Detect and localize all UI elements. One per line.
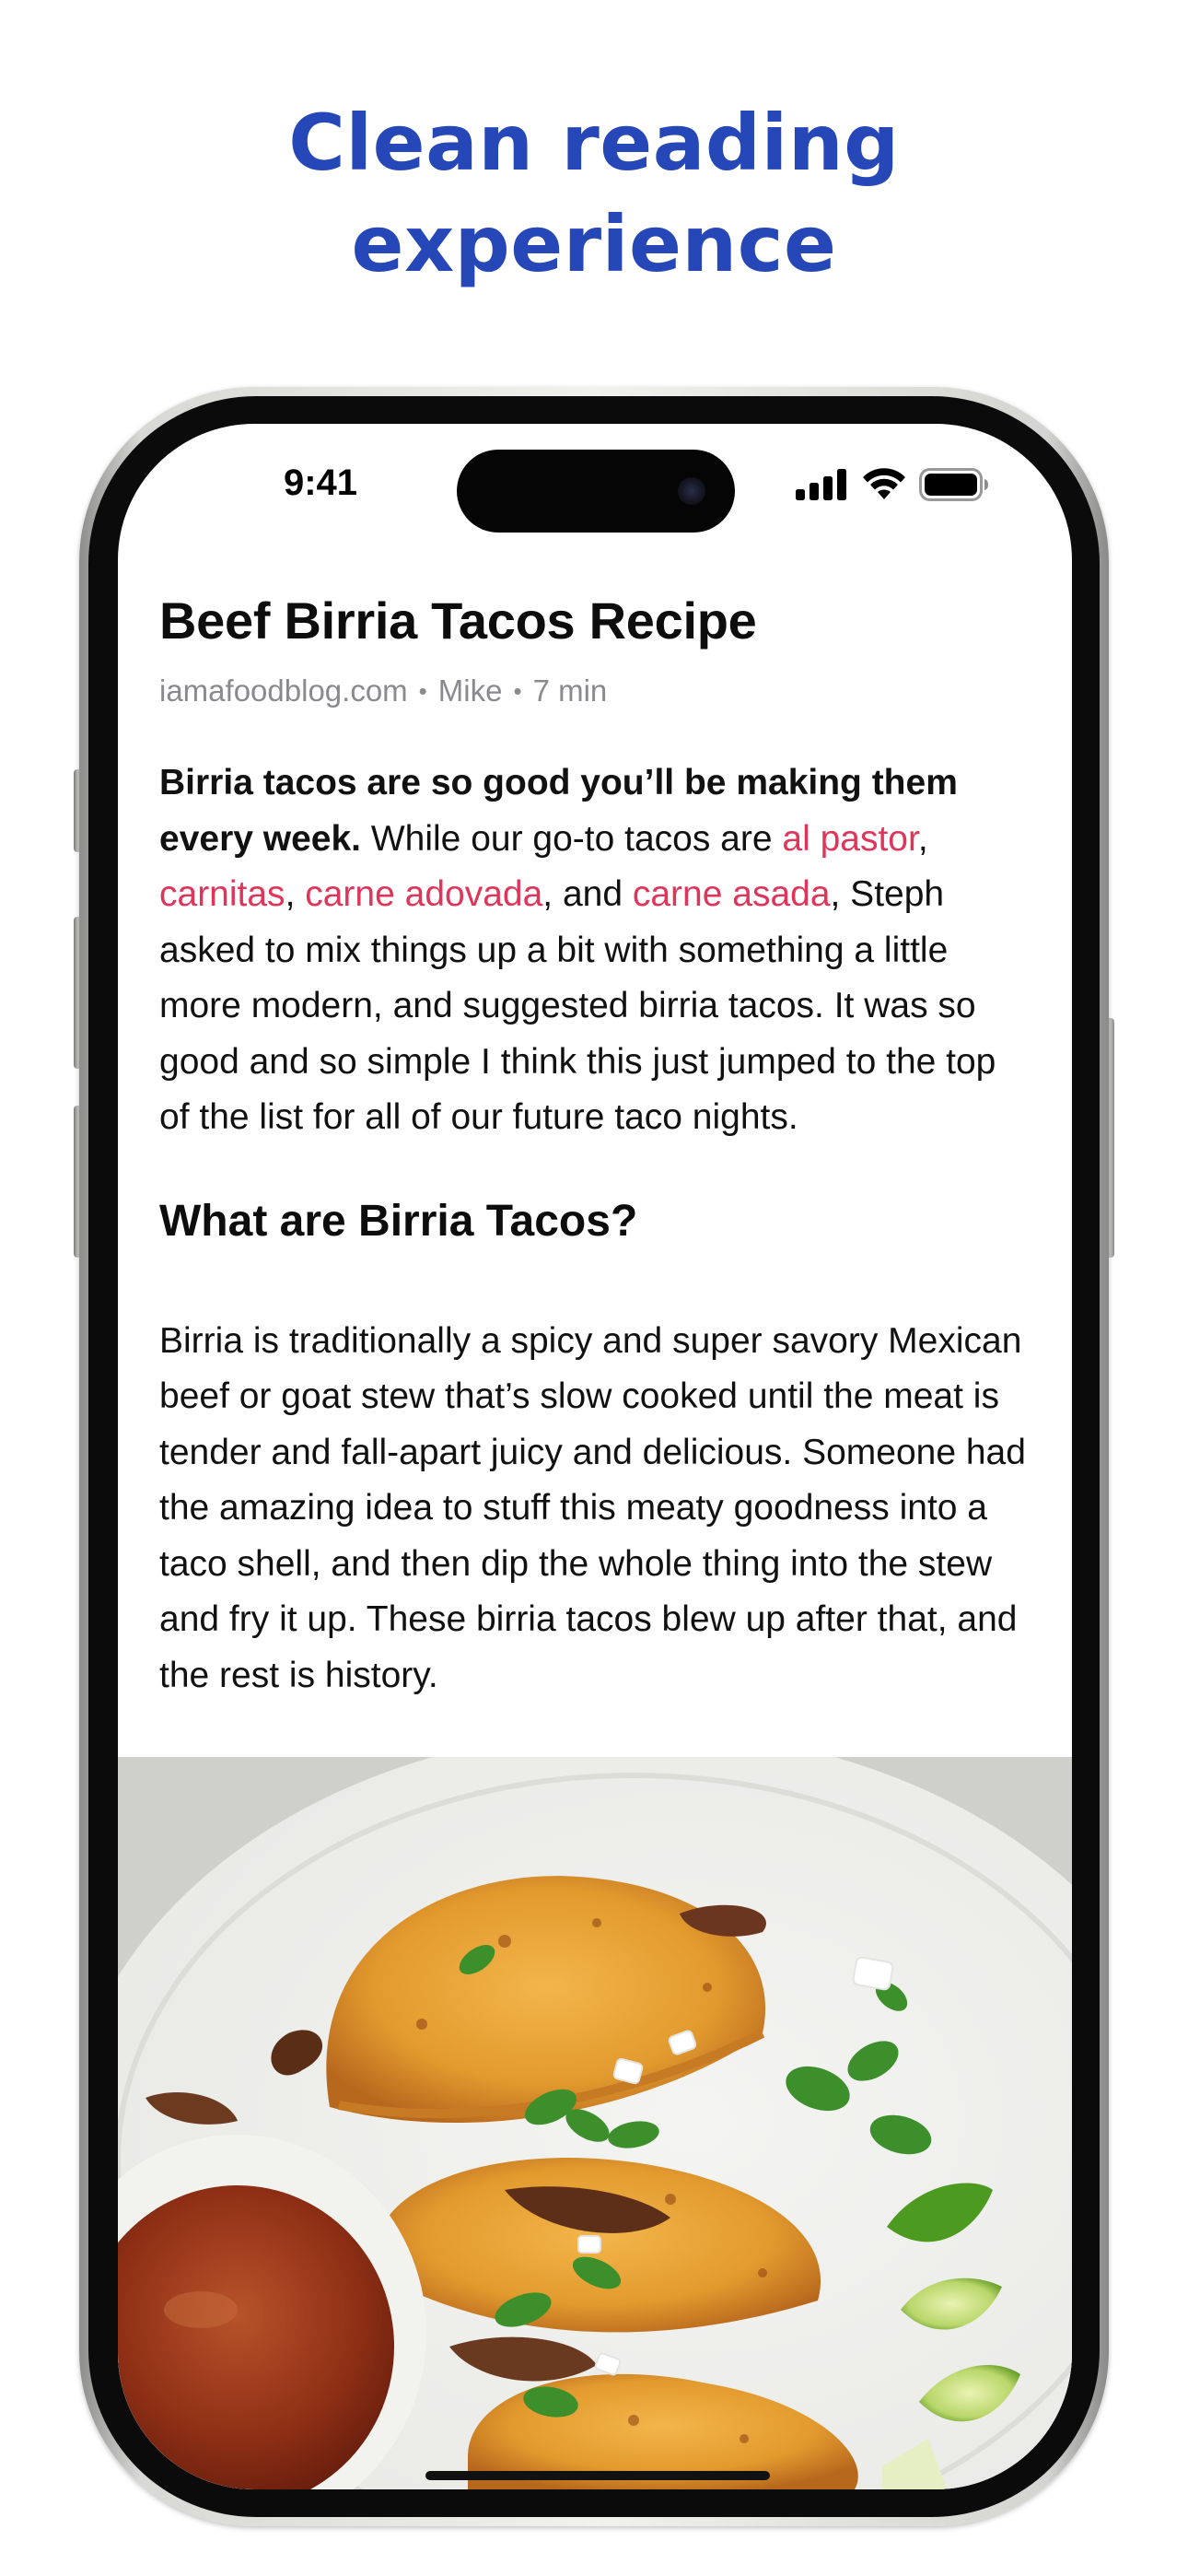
article-source[interactable]: iamafoodblog.com: [159, 673, 408, 708]
section-heading: What are Birria Tacos?: [159, 1196, 638, 1246]
phone-screen: [118, 424, 1072, 2489]
link-carne-adovada[interactable]: carne adovada: [305, 874, 543, 914]
intro-text: ,: [917, 818, 928, 859]
wifi-icon: [862, 468, 906, 501]
article-read-time: 7 min: [532, 673, 608, 708]
intro-bold-lead: Birria tacos are so good you’ll be making them every week.: [159, 763, 958, 859]
intro-text: While our go-to tacos are: [361, 818, 783, 859]
birria-tacos-illustration: [118, 1757, 1072, 2489]
article-author: Mike: [437, 673, 503, 708]
section-paragraph: Birria is traditionally a spicy and super savory Mexican beef or goat stew that’s slow cooked until the meat is tender and fall-apart juicy and delicious. Someone had the amazing idea to stuff this meaty goodness into a taco shell, and then dip the whole thing into the stew and fry it up. These birria tacos blew up after that, and the rest is history.: [159, 1320, 1026, 1695]
promo-headline-line-1: Clean reading: [288, 98, 900, 188]
status-time: 9:41: [283, 463, 358, 503]
meta-separator: •: [513, 677, 522, 705]
link-carne-asada[interactable]: carne asada: [632, 874, 831, 914]
cellular-signal-icon: [796, 469, 849, 500]
article-content: [159, 590, 1034, 1704]
front-camera-icon: [678, 477, 705, 505]
battery-icon: [919, 468, 989, 501]
link-al-pastor[interactable]: al pastor: [782, 818, 918, 859]
link-carnitas[interactable]: carnitas: [159, 874, 285, 914]
status-icons: [796, 468, 989, 501]
intro-text: , Steph asked to mix things up a bit with something a little more modern, and suggested birria tacos. It was so good and so simple I think this just jumped to the top of the list for all of our future taco nights.: [159, 874, 996, 1137]
promo-headline-line-2: experience: [351, 199, 837, 289]
dynamic-island: [457, 450, 735, 533]
intro-paragraph: [159, 755, 1034, 1146]
intro-text: , and: [542, 874, 633, 914]
home-indicator[interactable]: [425, 2471, 770, 2480]
meta-separator: •: [418, 677, 427, 705]
article-title: Beef Birria Tacos Recipe: [159, 591, 757, 650]
article-meta: [159, 673, 1034, 709]
promo-headline: [0, 92, 1188, 295]
intro-text: ,: [285, 874, 306, 914]
birria-tacos-photo: [118, 1757, 1072, 2489]
